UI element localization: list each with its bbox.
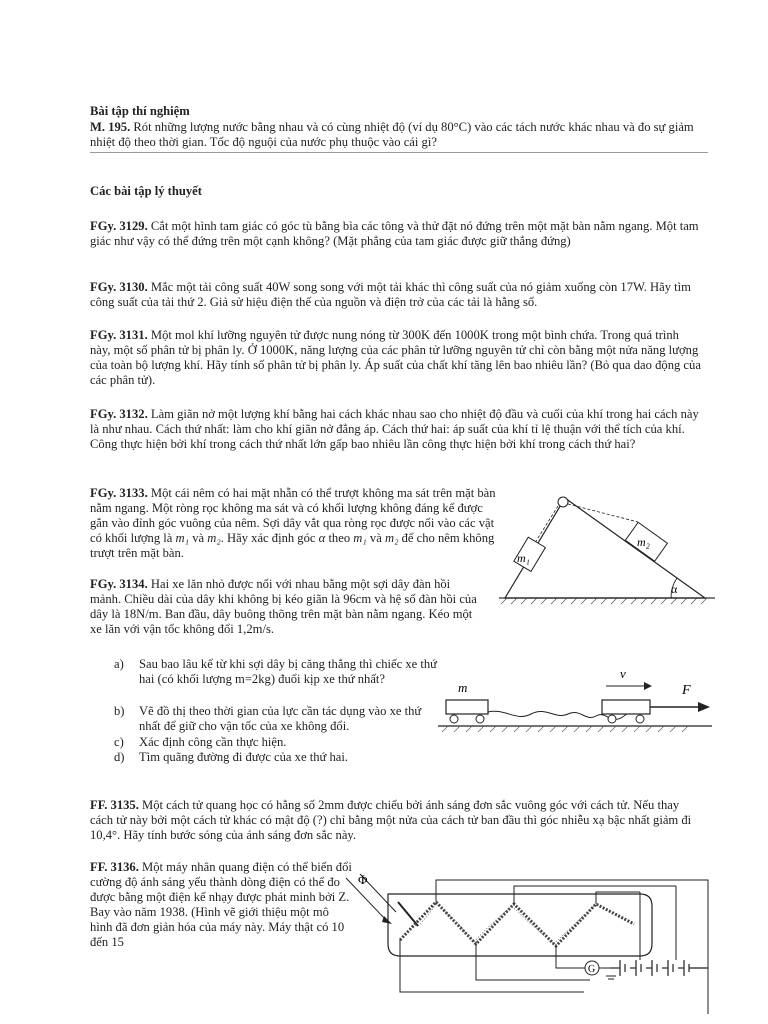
problem-label: FGy. 3132. — [90, 407, 148, 421]
problem-label: FGy. 3131. — [90, 328, 148, 342]
conjunction: và — [369, 531, 382, 545]
problem-label: FGy. 3134. — [90, 577, 148, 591]
label-velocity: v — [620, 666, 626, 681]
conjunction: và — [192, 531, 205, 545]
label-m1: m₁ — [517, 551, 530, 565]
symbol-m2: m₂ — [207, 531, 221, 545]
photomultiplier-figure — [340, 864, 720, 1019]
subitem-text: Xác định công cần thực hiện. — [139, 735, 287, 749]
circuit-wires — [640, 880, 708, 1014]
problem-label: FF. 3135. — [90, 798, 139, 812]
problem-3134 — [90, 577, 480, 637]
problem-3129 — [90, 219, 702, 249]
symbol-alpha: α — [318, 531, 326, 545]
problem-3131 — [90, 328, 702, 388]
wheel — [450, 715, 458, 723]
subitem-label: b) — [114, 704, 125, 718]
label-alpha: α — [671, 582, 678, 596]
section-heading-experimental: Bài tập thí nghiệm — [90, 104, 190, 118]
problem-text: Một mol khí lưỡng nguyên tử được nung nóng từ 300K đến 1000K trong một bình chứa. Trong quá trình này, một số phân tử bị phân ly. Ở 1000K, năng lượng của các phân tử lưỡng nguyên tử chỉ còn bằng một nửa năng lượng của toàn bộ lượng khí. Hãy tính số phân tử bị phân ly. Áp suất của chất khí tăng lên bao nhiêu lần? (Bỏ qua dao động của các phân tử). — [90, 328, 701, 387]
label-force: F — [682, 683, 691, 698]
wheel — [608, 715, 616, 723]
subitem-text: Tìm quãng đường đi được của xe thứ hai. — [139, 750, 349, 764]
problem-label: FGy. 3130. — [90, 280, 148, 294]
table-hatching — [442, 726, 688, 732]
symbol-m1: m₁ — [175, 531, 190, 545]
section-divider — [90, 152, 708, 153]
string-left — [533, 506, 558, 546]
problem-text: Cắt một hình tam giác có góc tù bằng bìa các tông và thử đặt nó đứng trên một mặt bàn nằm ngang. Một tam giác như vậy có thể đứng trên một cạnh không? (Mặt phẳng của tam giác được giữ thẳng đứng) — [90, 219, 699, 248]
problem-text: Hai xe lăn nhỏ được nối với nhau bằng một sợi dây đàn hồi mảnh. Chiều dài của dây khi không bị kéo giãn là 96cm và hệ số đàn hồi của dây là 18N/m. Ban đầu, dây buông thõng trên mặt bàn nằm ngang. Kéo một xe lăn với vận tốc không đổi 1,2m/s. — [90, 577, 477, 636]
cart-first — [602, 700, 650, 714]
problem-label: FGy. 3133. — [90, 486, 148, 500]
problem-3130 — [90, 280, 702, 310]
problem-text: . Hãy xác định góc — [220, 531, 316, 545]
force-arrowhead — [698, 702, 710, 712]
label-flux: Φ — [358, 872, 368, 887]
symbol-m1: m₁ — [353, 531, 367, 545]
subitem-label: c) — [114, 735, 124, 749]
label-mass-m: m — [458, 680, 468, 695]
problem-text: theo — [328, 531, 351, 545]
wedge-pulley-figure — [495, 484, 720, 606]
velocity-arrowhead — [644, 682, 652, 690]
wheel — [476, 715, 484, 723]
problem-text: Một máy nhân quang điện có thể biến đổi cường độ ánh sáng yếu thành dòng điện có thể đo được bằng một điện kế nhạy được phát minh bởi Z. Bay vào năm 1938. (Hình vẽ giới thiệu một mô hình đã đơn giản hóa của máy này. Máy thật có 10 đến 15 — [90, 860, 352, 949]
problem-text: Rót những lượng nước bằng nhau và có cùng nhiệt độ (ví dụ 80°C) vào các tách nước khác nhau và đo sự giảm nhiệt độ theo thời gian. Tốc độ nguội của nước phụ thuộc vào cái gì? — [90, 120, 694, 149]
subitem-label: a) — [114, 657, 124, 671]
string-right — [568, 504, 638, 522]
problem-text: Một cách tử quang học có hằng số 2mm được chiếu bởi ánh sáng đơn sắc vuông góc với cách tử. Nếu thay cách tử này bởi một cách tử khác có mật độ (?) chỉ bằng một nửa của cách tử ban đầu thì góc nhiễu xạ bậc nhất giảm đi 10,4°. Hãy tính bước sóng của ánh sáng đơn sắc này. — [90, 798, 692, 842]
problem-3132 — [90, 407, 702, 452]
wheel — [636, 715, 644, 723]
dynode-chain — [400, 902, 634, 946]
photocathode — [398, 902, 418, 926]
problem-label: FF. 3136. — [90, 860, 139, 874]
problem-3135 — [90, 798, 702, 843]
symbol-m2: m₂ — [384, 531, 399, 545]
subitem-label: d) — [114, 750, 125, 764]
cart-second — [446, 700, 488, 714]
subitem-text: Sau bao lâu kể từ khi sợi dây bị căng thẳng thì chiếc xe thứ hai (có khối lượng m=2kg) đuổi kịp xe thứ nhất? — [139, 657, 438, 686]
dynode-wires — [400, 880, 700, 992]
vacuum-tube — [388, 894, 652, 956]
problem-3133 — [90, 486, 498, 561]
problem-text: Mắc một tải công suất 40W song song với một tải khác thì công suất của nó giảm xuống còn 17W. Hãy tìm công suất của tải thứ 2. Giả sử hiệu điện thế của nguồn và điện trở của các tải là hằng số. — [90, 280, 691, 309]
problem-3136 — [90, 860, 352, 950]
label-galvanometer: G — [588, 964, 596, 975]
problem-text: Một cái nêm có hai mặt nhẵn có thể trượt không ma sát trên mặt bàn nằm ngang. Một ròng rọc không ma sát và có khối lượng không đáng kể được gắn vào đỉnh góc vuông của nêm. Sợi dây vắt qua ròng rọc được nối vào các vật có khối lượng là — [90, 486, 496, 545]
problem-label: M. 195. — [90, 120, 131, 134]
pulley — [558, 497, 568, 507]
carts-figure — [436, 664, 716, 740]
ground-hatching — [501, 598, 707, 604]
battery-stack — [610, 960, 708, 976]
problem-m195 — [90, 120, 702, 150]
section-heading-theory: Các bài tập lý thuyết — [90, 184, 202, 198]
problem-text: Làm giãn nở một lượng khí bằng hai cách khác nhau sao cho nhiệt độ đầu và cuối của khí trong hai cách này là như nhau. Cách thứ nhất: làm cho khí giãn nở đẳng áp. Cách thứ hai: áp suất của khí tỉ lệ thuận với thể tích của khí. Công thực hiện bởi khí trong cách thứ nhất lớn gấp bao nhiêu lần công thực hiện bởi khí trong cách thứ hai? — [90, 407, 699, 451]
problem-label: FGy. 3129. — [90, 219, 148, 233]
label-m2: m₂ — [637, 535, 650, 549]
problem-text: để cho nêm không trượt trên mặt bàn. — [90, 531, 495, 560]
subitem-text: Vẽ đồ thị theo thời gian của lực cần tác dụng vào xe thứ nhất để giữ cho vận tốc của xe không đổi. — [139, 704, 422, 733]
